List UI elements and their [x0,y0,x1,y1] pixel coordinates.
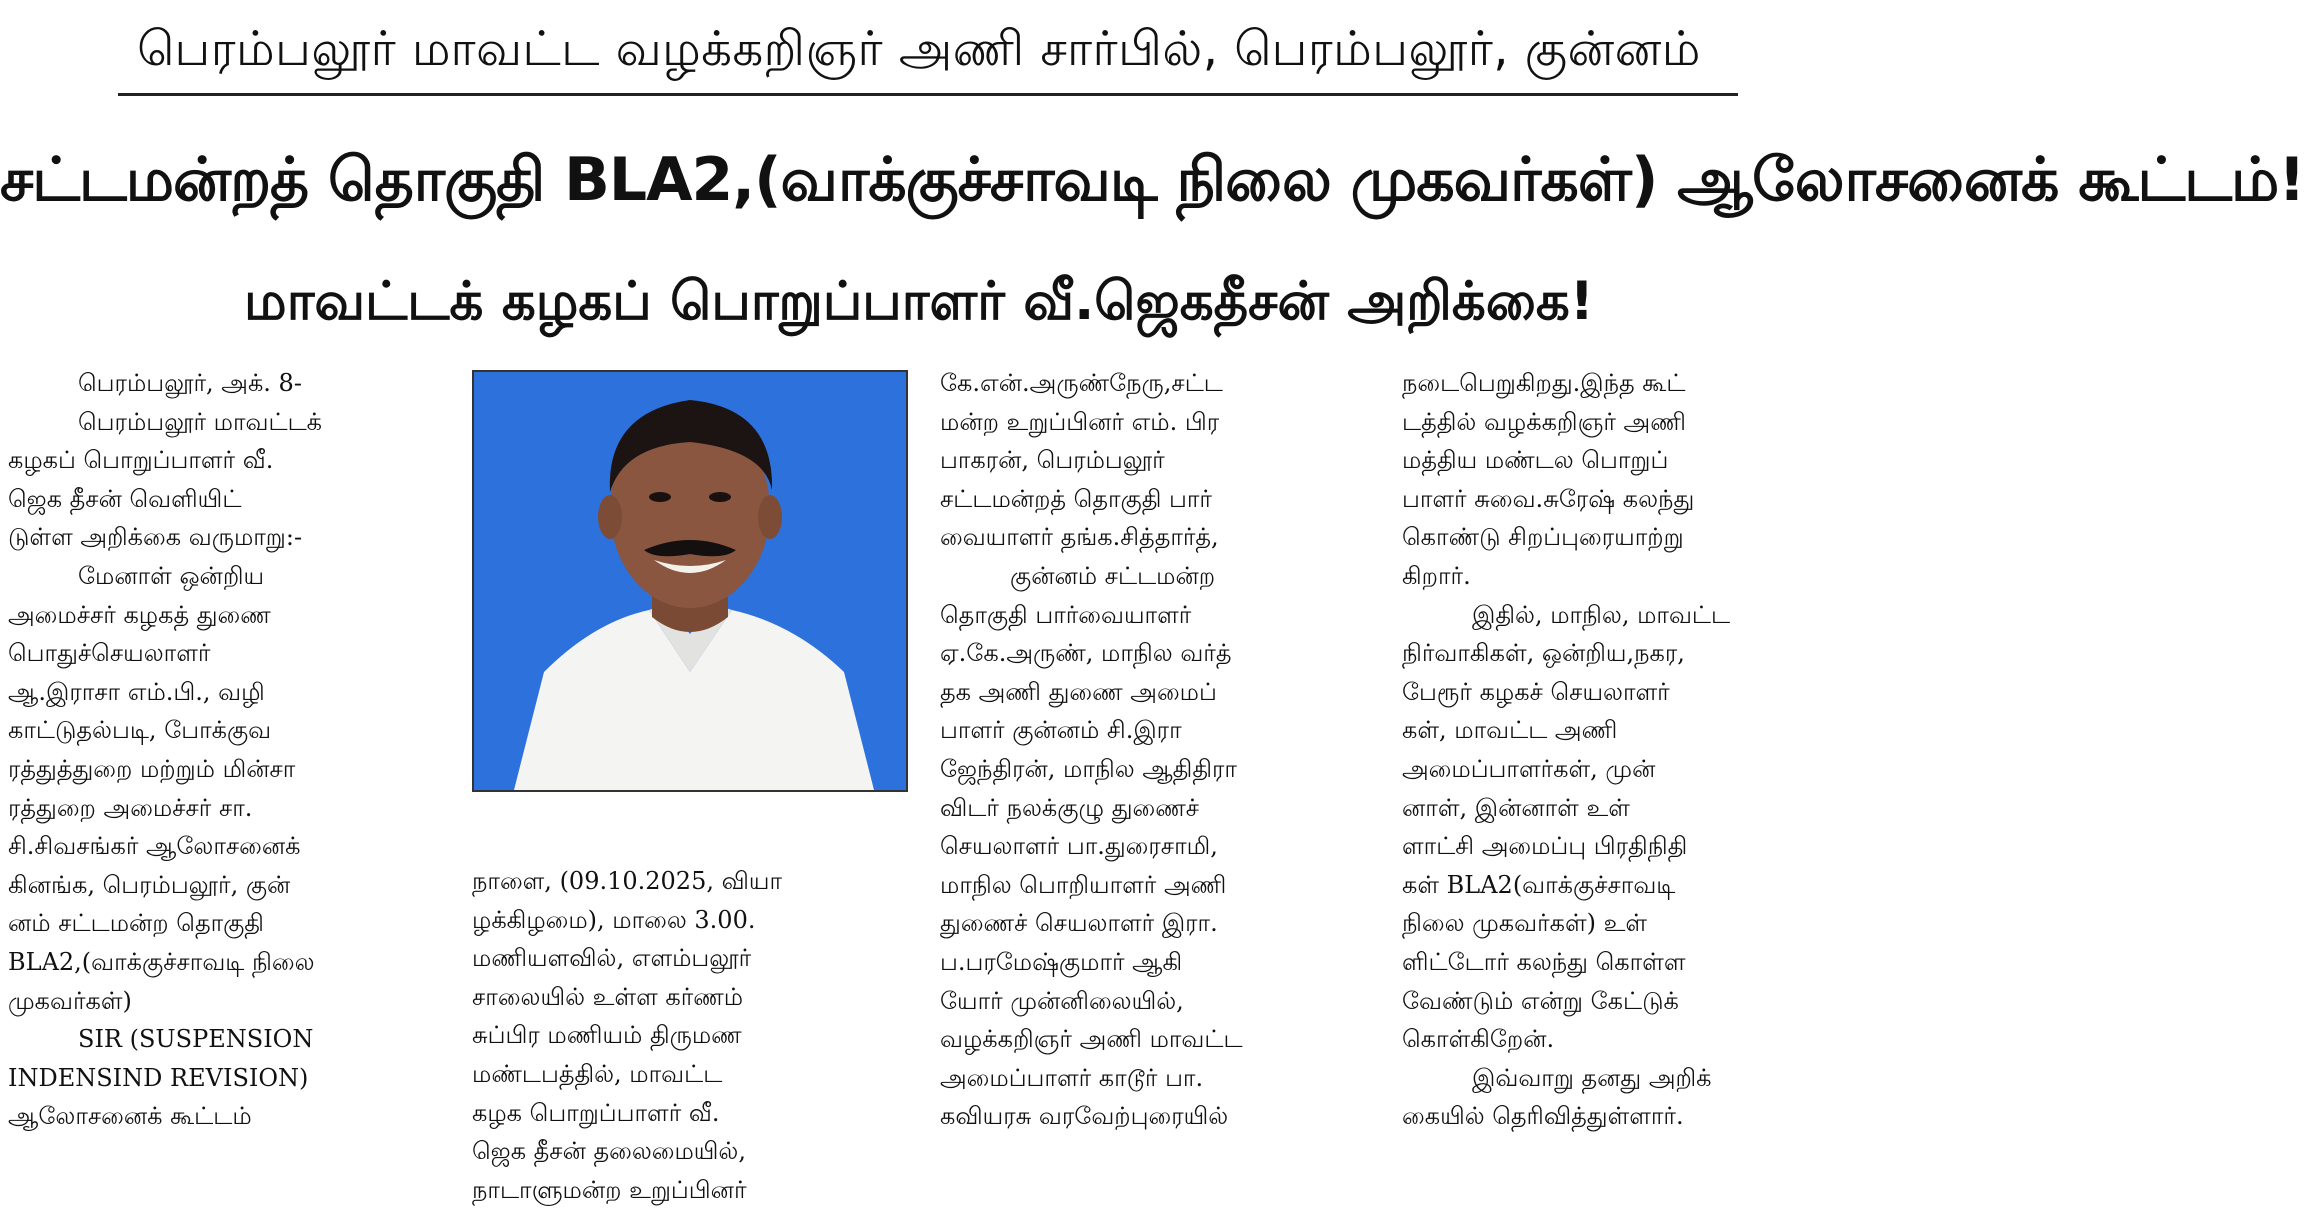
article-line: மண்டபத்தில், மாவட்ட [472,1059,723,1088]
article-line: ஜெக தீசன் தலைமையில், [472,1137,746,1166]
header-rule [118,93,1738,96]
article-line: நிலை முகவர்கள்) உள் [1402,909,1648,938]
article-line: அமைச்சர் கழகத் துணை [8,600,271,629]
article-line: பெரம்பலூர் மாவட்டக் [78,407,323,436]
article-line: முகவர்கள்) [8,986,132,1015]
article-line: நிர்வாகிகள், ஒன்றிய,நகர, [1402,639,1685,668]
article-line: சட்டமன்றத் தொகுதி பார் [940,484,1212,513]
article-line: கே.என்.அருண்நேரு,சட்ட [940,369,1223,397]
article-line: கொண்டு சிறப்புரையாற்று [1402,523,1684,552]
article-line: மேனாள் ஒன்றிய [78,561,265,590]
article-line: டத்தில் வழக்கறிஞர் அணி [1402,407,1686,436]
article-line: யோர் முன்னிலையில், [940,986,1184,1015]
article-line: வழக்கறிஞர் அணி மாவட்ட [940,1025,1243,1054]
article-line: கழக பொறுப்பாளர் வீ. [472,1098,720,1127]
article-line: கள், மாவட்ட அணி [1402,716,1618,745]
article-line: பொதுச்செயலாளர் [8,639,211,668]
article-line: ஏ.கே.அருண், மாநில வர்த் [940,639,1232,668]
article-line: ளிட்டோர் கலந்து கொள்ள [1402,947,1686,976]
article-line: நாளை, (09.10.2025, வியா [472,867,783,895]
article-line: தக அணி துணை அமைப் [940,677,1217,706]
article-line: சாலையில் உள்ள கர்ணம் [472,982,744,1011]
article-line: பாளர் சுவை.சுரேஷ் கலந்து [1402,484,1695,513]
article-line: இதில், மாநில, மாவட்ட [1472,600,1731,629]
article-line: துணைச் செயலாளர் இரா. [940,909,1218,938]
article-line: INDENSIND REVISION) [8,1063,309,1092]
kicker-line: பெரம்பலூர் மாவட்ட வழக்கறிஞர் அணி சார்பில், பெரம்பலூர், குன்னம் [137,21,1701,77]
article-line: வையாளர் தங்க.சித்தார்த், [940,523,1219,552]
article-line: ளாட்சி அமைப்பு பிரதிநிதி [1402,832,1688,861]
article-line: அமைப்பாளர் காடூர் பா. [940,1063,1204,1092]
article-line: காட்டுதல்படி, போக்குவ [8,716,272,745]
article-line: ஜெக தீசன் வெளியிட் [8,484,242,513]
article-line: குன்னம் சட்டமன்ற [1010,561,1216,590]
article-line: கிறார். [1402,561,1471,590]
article-line: ப.பரமேஷ்குமார் ஆகி [940,947,1183,976]
article-column-1 [8,364,440,1136]
article-line: சுப்பிர மணியம் திருமண [472,1021,742,1050]
article-line: நடைபெறுகிறது.இந்த கூட் [1402,369,1686,397]
article-line: கள் BLA2(வாக்குச்சாவடி [1402,870,1676,899]
article-line: டுள்ள அறிக்கை வருமாறு:- [8,523,303,552]
article-line: ஜேந்திரன், மாநில ஆதிதிரா [940,754,1237,783]
article-line: ஆலோசனைக் கூட்டம் [8,1102,252,1131]
portrait-photo [472,370,908,792]
article-line: கவியரசு வரவேற்புரையில் [940,1102,1229,1131]
article-line: மத்திய மண்டல பொறுப் [1402,446,1669,475]
article-column-4 [1402,364,1834,1136]
article-line: தொகுதி பார்வையாளர் [940,600,1192,629]
article-line: கொள்கிறேன். [1402,1025,1555,1054]
article-line: விடர் நலக்குழு துணைச் [940,793,1200,822]
article-line: பாளர் குன்னம் சி.இரா [940,716,1182,745]
article-line: ஆ.இராசா எம்.பி., வழி [8,677,265,706]
article-line: செயலாளர் பா.துரைசாமி, [940,832,1218,861]
article-line: அமைப்பாளர்கள், முன் [1402,754,1656,783]
article-line: கினங்க, பெரம்பலூர், குன் [8,870,291,899]
portrait-person-icon [474,372,906,790]
article-line: ரத்துத்துறை மற்றும் மின்சா [8,754,296,783]
article-line: கழகப் பொறுப்பாளர் வீ. [8,446,274,475]
article-line: னம் சட்டமன்ற தொகுதி [8,909,264,938]
article-line: BLA2,(வாக்குச்சாவடி நிலை [8,947,315,976]
article-line: SIR (SUSPENSION [78,1025,314,1054]
article-column-2 [472,862,906,1209]
article-line: பேரூர் கழகச் செயலாளர் [1402,677,1670,706]
article-line: மாநில பொறியாளர் அணி [940,870,1227,899]
article-line: நாடாளுமன்ற உறுப்பினர் [472,1175,747,1204]
headline: சட்டமன்றத் தொகுதி BLA2,(வாக்குச்சாவடி நிலை முகவர்கள்) ஆலோசனைக் கூட்டம்! [0,145,2305,215]
article-line: பாகரன், பெரம்பலூர் [940,446,1165,475]
article-column-3 [940,364,1368,1136]
article-line: னாள், இன்னாள் உள் [1402,793,1630,822]
article-line: சி.சிவசங்கர் ஆலோசனைக் [8,832,301,861]
article-line: பெரம்பலூர், அக். 8- [78,369,302,397]
article-line: இவ்வாறு தனது அறிக் [1472,1063,1712,1092]
article-line: மணியளவில், எளம்பலூர் [472,944,752,973]
article-line: ரத்துறை அமைச்சர் சா. [8,793,253,822]
article-line: ழக்கிழமை), மாலை 3.00. [472,905,756,934]
subheadline: மாவட்டக் கழகப் பொறுப்பாளர் வீ.ஜெகதீசன் அறிக்கை! [244,271,1594,332]
article-line: வேண்டும் என்று கேட்டுக் [1402,986,1679,1015]
article-line: கையில் தெரிவித்துள்ளார். [1402,1102,1684,1131]
article-line: மன்ற உறுப்பினர் எம். பிர [940,407,1220,436]
